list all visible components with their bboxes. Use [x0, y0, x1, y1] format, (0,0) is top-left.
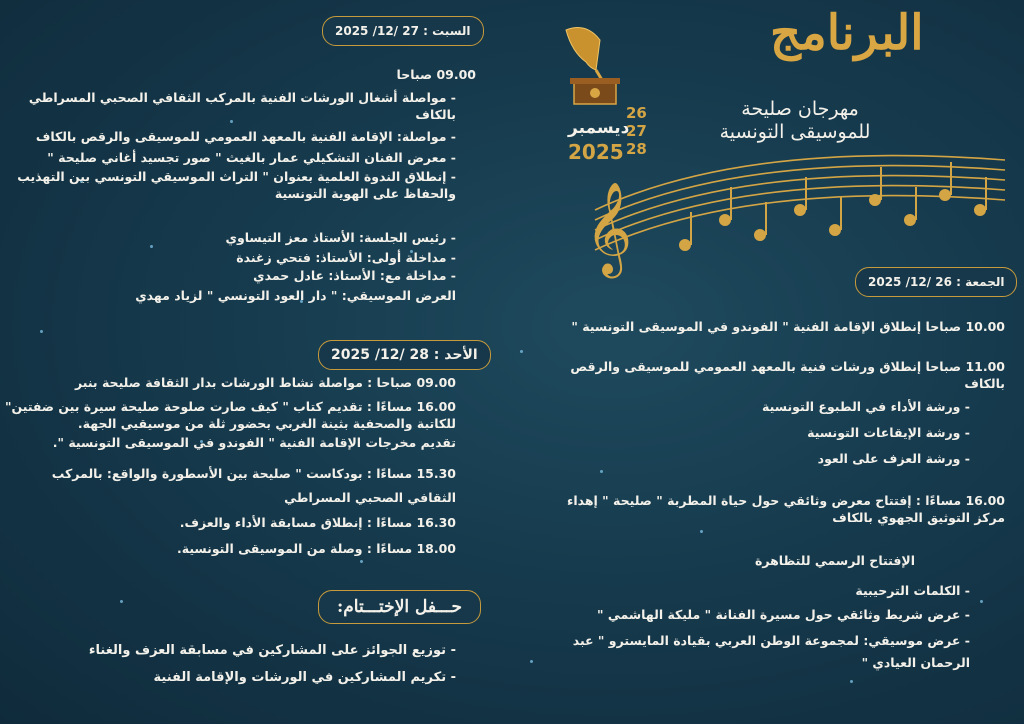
- day-28: 28: [626, 140, 647, 158]
- list-item: - رئيس الجلسة: الأستاذ معز التيساوي: [225, 230, 456, 245]
- gramophone-icon: [556, 22, 626, 114]
- svg-text:𝄞: 𝄞: [585, 181, 633, 274]
- list-item: - إنطلاق الندوة العلمية بعنوان " التراث الموسيقي التونسي بين التهذيب والحفاظ على الهوية التونسية: [17, 169, 456, 201]
- festival-name-line2: للموسيقى التونسية: [719, 121, 871, 143]
- list-item: 15.30 مساءًا : بودكاست " صليحة بين الأسطورة والواقع: بالمركب الثقافي الصحبي المسراطي: [51, 466, 456, 505]
- list-item: 11.00 صباحا إنطلاق ورشات فنية بالمعهد العمومي للموسيقى والرقص بالكاف: [570, 359, 1005, 391]
- list-item: - عرض شريط وثائقي حول مسيرة الفنانة " مليكة الهاشمي ": [597, 607, 970, 622]
- list-item: - مواصلة: الإقامة الفنية بالمعهد العمومي للموسيقى والرقص بالكاف: [35, 129, 456, 144]
- sunday-date-label: الأحد : 28 /12/ 2025: [318, 340, 491, 370]
- list-item: - مداخلة مع: الأستاذ: عادل حمدي: [253, 268, 456, 283]
- list-item: - مداخلة أولى: الأستاذ: فتحي زغندة: [236, 250, 456, 265]
- list-item: 09.00 صباحا: [396, 67, 476, 82]
- list-item: 09.00 صباحا : مواصلة نشاط الورشات بدار الثقافة صليحة بنبر: [74, 375, 456, 390]
- list-item: تقديم مخرجات الإقامة الفنية " الفوندو في الموسيقى التونسية ".: [52, 435, 456, 450]
- list-item: - ورشة الإيقاعات التونسية: [807, 425, 970, 440]
- friday-date-label: الجمعة : 26 /12/ 2025: [855, 267, 1017, 297]
- list-item: - توزيع الجوائز على المشاركين في مسابقة العزف والغناء: [88, 643, 456, 658]
- list-item: - تكريم المشاركين في الورشات والإقامة الفنية: [153, 670, 456, 685]
- list-item: - معرض الفنان التشكيلي عمار بالغيث " صور تجسيد أغاني صليحة ": [47, 150, 456, 165]
- list-item: - ورشة العزف على العود: [817, 451, 970, 466]
- list-item: - مواصلة أشغال الورشات الفنية بالمركب الثقافي الصحبي المسراطي بالكاف: [28, 90, 456, 122]
- list-item: 10.00 صباحا إنطلاق الإقامة الفنية " الفوندو في الموسيقى التونسية ": [571, 319, 1005, 334]
- program-title: البرنامج: [770, 5, 924, 61]
- music-staff-decoration: [585, 140, 1015, 280]
- festival-year: 2025: [568, 140, 624, 164]
- saturday-date-label: السبت : 27 /12/ 2025: [322, 16, 484, 46]
- list-item: 16.00 مساءًا : تقديم كتاب " كيف صارت صلوحة صليحة سيرة بين ضفتين" للكاتبة والصحفية بثينة الغربي بحضور ثلة من موسيقيي الجهة.: [4, 399, 456, 431]
- day-27: 27: [626, 122, 647, 140]
- list-item: 16.00 مساءًا : إفتتاح معرض وثائقي حول حياة المطربة " صليحة " إهداء مركز التوثيق الجهوي بالكاف: [566, 493, 1005, 525]
- list-item: - عرض موسيقي: لمجموعة الوطن العربي بقيادة المايسترو " عبد الرحمان العيادي ": [572, 633, 970, 670]
- festival-month: ديسمبر: [568, 118, 630, 138]
- list-item: 18.00 مساءًا : وصلة من الموسيقى التونسية.: [177, 541, 456, 556]
- festival-name-line1: مهرجان صليحة: [741, 98, 859, 120]
- list-item: - الكلمات الترحيبية: [855, 583, 970, 598]
- list-item: - ورشة الأداء في الطبوع التونسية: [762, 399, 970, 414]
- list-item: العرض الموسيقي: " دار العود التونسي " لزياد مهدي: [135, 288, 456, 303]
- closing-ceremony-label: حـــفل الإختـــتام:: [318, 590, 481, 624]
- list-item: 16.30 مساءًا : إنطلاق مسابقة الأداء والعزف.: [179, 515, 456, 530]
- list-item: الإفتتاح الرسمي للتظاهرة: [754, 553, 915, 568]
- day-26: 26: [626, 104, 647, 122]
